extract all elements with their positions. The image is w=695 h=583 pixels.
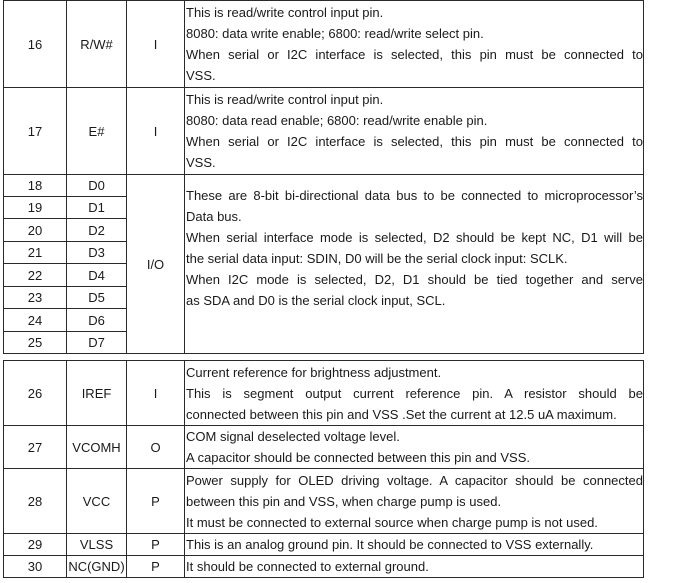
description-line: the serial data input: SDIN, D0 will be the serial clock input: SCLK. — [186, 251, 568, 266]
pin-name: NC(GND) — [67, 556, 127, 578]
pin-name: VCOMH — [67, 426, 127, 469]
description-line: This is segment output current reference pin. A resistor should be — [186, 385, 643, 401]
pin-number: 28 — [4, 469, 67, 534]
pin-number: 16 — [4, 1, 67, 88]
table-row — [4, 1, 644, 88]
table-row — [4, 361, 644, 426]
pin-name: D4 — [67, 264, 127, 287]
description-line: When serial or I2C interface is selected, this pin must be connected to — [186, 47, 643, 62]
pin-name: VCC — [67, 469, 127, 534]
pin-name: D7 — [67, 332, 127, 354]
description-line: When serial interface mode is selected, D2 should be kept NC, D1 will be — [186, 230, 643, 245]
description-line: Data bus. — [186, 209, 242, 224]
pin-type: P — [127, 469, 185, 534]
pin-name: E# — [67, 88, 127, 175]
table-row — [4, 469, 644, 534]
pin-number: 23 — [4, 287, 67, 309]
description-line: VSS. — [186, 155, 216, 170]
pin-name: D3 — [67, 242, 127, 264]
description-line: between this pin and VSS, when charge pump is used. — [186, 493, 502, 509]
pin-name: R/W# — [67, 1, 127, 88]
description-line: Power supply for OLED driving voltage. A capacitor should be connected — [186, 472, 643, 488]
gap-cell — [4, 354, 644, 361]
pin-type: O — [127, 426, 185, 469]
pin-number: 19 — [4, 197, 67, 219]
table-row — [4, 556, 644, 578]
pin-number: 20 — [4, 219, 67, 242]
pin-number: 24 — [4, 309, 67, 332]
pin-description — [185, 426, 644, 469]
pin-number: 22 — [4, 264, 67, 287]
description-line: A capacitor should be connected between this pin and VSS. — [186, 450, 531, 465]
table-row — [4, 88, 644, 175]
table-row — [4, 534, 644, 556]
pin-number: 29 — [4, 534, 67, 556]
pin-name: D5 — [67, 287, 127, 309]
pin-description — [185, 1, 644, 88]
description-line: 8080: data read enable; 6800: read/write enable pin. — [186, 113, 488, 128]
description-line: as SDA and D0 is the serial clock input, SCL. — [186, 293, 446, 308]
pin-description — [185, 175, 644, 354]
description-line: It must be connected to external source when charge pump is not used. — [186, 514, 598, 530]
pin-name: D1 — [67, 197, 127, 219]
pin-type: I — [127, 361, 185, 426]
pin-name: D6 — [67, 309, 127, 332]
description-line: connected between this pin and VSS .Set the current at 12.5 uA maximum. — [186, 406, 617, 422]
description-line: It should be connected to external ground. — [186, 559, 429, 574]
pin-description — [185, 534, 644, 556]
pin-number: 27 — [4, 426, 67, 469]
pin-number: 26 — [4, 361, 67, 426]
table-row — [4, 175, 644, 197]
description-line: Current reference for brightness adjustment. — [186, 364, 442, 380]
pin-number: 18 — [4, 175, 67, 197]
pin-number: 21 — [4, 242, 67, 264]
description-line: COM signal deselected voltage level. — [186, 429, 400, 444]
description-line: When I2C mode is selected, D2, D1 should be tied together and serve — [186, 272, 643, 287]
description-line: This is read/write control input pin. — [186, 5, 384, 20]
pin-number: 17 — [4, 88, 67, 175]
pin-description — [185, 88, 644, 175]
pin-number: 30 — [4, 556, 67, 578]
pin-name: IREF — [67, 361, 127, 426]
pin-type: I/O — [127, 175, 185, 354]
pin-description — [185, 556, 644, 578]
description-line: These are 8-bit bi-directional data bus to be connected to microprocessor’s — [186, 188, 643, 203]
pin-description — [185, 361, 644, 426]
pin-type: P — [127, 556, 185, 578]
pin-type: I — [127, 1, 185, 88]
pin-name: D2 — [67, 219, 127, 242]
description-line: When serial or I2C interface is selected, this pin must be connected to — [186, 134, 643, 149]
pin-type: P — [127, 534, 185, 556]
table-row — [4, 426, 644, 469]
description-line: VSS. — [186, 68, 216, 83]
pin-description — [185, 469, 644, 534]
pin-number: 25 — [4, 332, 67, 354]
section-gap — [4, 354, 644, 361]
pin-name: D0 — [67, 175, 127, 197]
pin-type: I — [127, 88, 185, 175]
pin-name: VLSS — [67, 534, 127, 556]
description-line: 8080: data write enable; 6800: read/write select pin. — [186, 26, 484, 41]
description-line: This is an analog ground pin. It should be connected to VSS externally. — [186, 537, 594, 552]
description-line: This is read/write control input pin. — [186, 92, 384, 107]
pin-description-table — [3, 0, 644, 578]
